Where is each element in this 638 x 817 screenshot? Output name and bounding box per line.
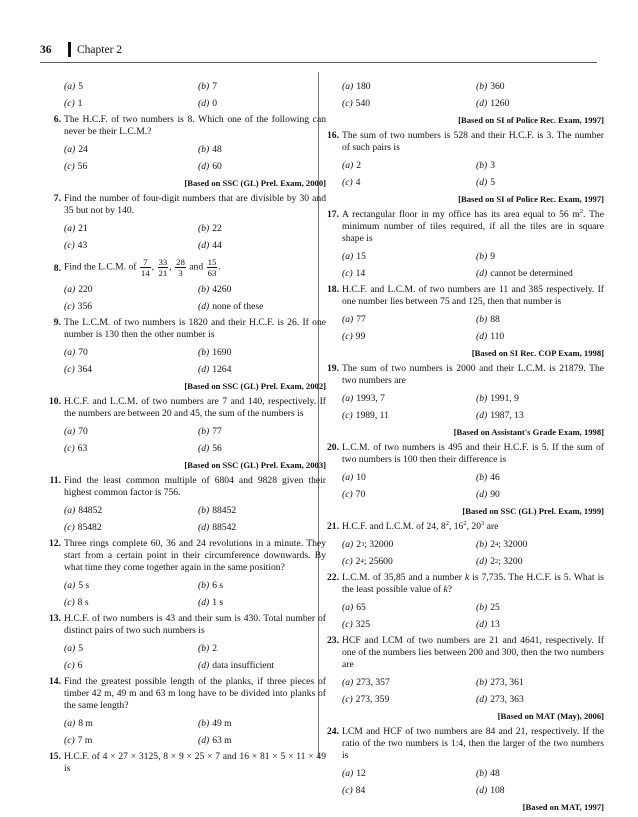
question-17: [327, 207, 604, 245]
options-q17: [342, 248, 604, 282]
option-b: (b) 7: [198, 80, 217, 92]
source-note: [Based on SI Rec. COP Exam, 1998]: [471, 348, 604, 358]
question-number: 14.: [49, 676, 61, 687]
option-a: (a) 84852: [64, 504, 103, 516]
question-text: LCM and HCF of two numbers are 84 and 21, respectively. If the ratio of the two numbers is 1:4, then the larger of the two numbers is: [342, 726, 604, 761]
option-c: (c) 6: [64, 659, 83, 671]
source-note: [Based on SSC (GL) Prel. Exam, 2003]: [184, 460, 326, 470]
question-number: 8.: [53, 263, 61, 274]
option-b: (b) 22: [198, 222, 222, 234]
question-text: The H.C.F. of two numbers is 8. Which one of the following can never be their L.C.M.?: [64, 114, 326, 137]
options-q14: [64, 715, 326, 749]
option-c: (c) 356: [64, 300, 93, 312]
question-22: [327, 572, 604, 596]
question-text: Find the L.C.M. of $\frac{7}{14}$ , $\frac{33}{21}$ , $\frac{28}{3}$ and $\frac{15}{63}$ .: [64, 257, 221, 278]
question-number: 15.: [49, 751, 61, 762]
option-c: (c) 325: [342, 618, 371, 630]
option-d: (d) 2 2 ; 3200: [476, 555, 523, 567]
option-b: (b) 25: [476, 601, 500, 613]
question-number: 16.: [327, 130, 339, 141]
question-number: 10.: [49, 396, 61, 407]
option-a: (a) 8 m: [64, 717, 93, 729]
option-d: (d) 1 s: [198, 596, 224, 608]
options-q10: [64, 423, 326, 457]
question-number: 17.: [327, 209, 339, 220]
question-19: [327, 363, 604, 387]
chapter-title: Chapter 2: [77, 44, 123, 56]
option-b: (b) 1690: [198, 346, 232, 358]
question-15: [49, 751, 326, 775]
option-c: (c) 43: [64, 239, 88, 251]
option-d: (d) 56: [198, 442, 222, 454]
question-number: 20.: [327, 442, 339, 453]
question-text: HCF and LCM of two numbers are 21 and 4641, respectively. If one of the numbers lies between 200 and 300, then the two numbers are: [342, 635, 604, 670]
option-b: (b) 48: [476, 767, 500, 779]
option-a: (a) 70: [64, 425, 88, 437]
question-number: 21.: [327, 521, 339, 532]
question-text: Find the number of four-digit numbers that are divisible by 30 and 35 but not by 140.: [64, 193, 326, 216]
option-b: (b) 2 4 ; 32000: [476, 538, 528, 550]
option-a: (a) 220: [64, 283, 93, 295]
option-c: (c) 540: [342, 97, 371, 109]
option-c: (c) 1: [64, 97, 83, 109]
option-a: (a) 70: [64, 346, 88, 358]
option-a: (a) 2 3 ; 32000: [342, 538, 394, 550]
options-q16: [342, 157, 604, 191]
option-b: (b) 49 m: [198, 717, 232, 729]
question-text: H.C.F. of 4 × 27 × 3125, 8 × 9 × 25 × 7 and 16 × 81 × 5 × 11 × 49 is: [64, 751, 326, 774]
question-text: H.C.F. of two numbers is 43 and their sum is 430. Total number of distinct pairs of two such numbers is: [64, 613, 326, 636]
question-number: 24.: [327, 726, 339, 737]
option-b: (b) 360: [476, 80, 505, 92]
question-number: 11.: [49, 475, 61, 486]
options-q12: [64, 577, 326, 611]
question-20: [327, 442, 604, 466]
option-c: (c) 84: [342, 784, 366, 796]
option-d: (d) 5: [476, 176, 495, 188]
source-note: [Based on SSC (GL) Prel. Exam, 2000]: [184, 178, 326, 188]
option-a: (a) 12: [342, 767, 366, 779]
option-c: (c) 8 s: [64, 596, 89, 608]
option-a: (a) 273, 357: [342, 676, 390, 688]
source-note: [Based on SI of Police Rec. Exam, 1997]: [458, 115, 604, 125]
option-a: (a) 10: [342, 471, 366, 483]
option-d: (d) 273, 363: [476, 693, 524, 705]
right-column: [327, 76, 604, 817]
fraction: $\frac{33}{21}$: [158, 257, 168, 278]
question-text: H.C.F. and L.C.M. of two numbers are 11 and 385 respectively. If one number lies between 75 and 125, then that number is: [342, 284, 604, 307]
option-b: (b) 4260: [198, 283, 232, 295]
options-q24: [342, 765, 604, 799]
options-q11: [64, 502, 326, 536]
options-q19: [342, 390, 604, 424]
options-q8: [64, 281, 326, 315]
source-note: [Based on MAT, 1997]: [522, 802, 604, 812]
question-text: Find the least common multiple of 6804 and 9828 given their highest common factor is 756.: [64, 475, 326, 498]
question-14: [49, 676, 326, 712]
option-d: (d) 88542: [198, 521, 237, 533]
options-q21: [342, 536, 604, 570]
option-a: (a) 5 s: [64, 579, 90, 591]
option-d: (d) data insufficient: [198, 659, 275, 671]
question-16: [327, 130, 604, 154]
options-q20: [342, 469, 604, 503]
option-b: (b) 88452: [198, 504, 237, 516]
options-q22: [342, 599, 604, 633]
option-b: (b) 3: [476, 159, 495, 171]
option-a: (a) 5: [64, 80, 83, 92]
option-b: (b) 1991, 9: [476, 392, 519, 404]
question-number: 12.: [49, 538, 61, 549]
question-text: The sum of two numbers is 528 and their H.C.F. is 3. The number of such pairs is: [342, 130, 604, 153]
option-d: (d) 0: [198, 97, 217, 109]
question-7: [53, 193, 326, 217]
question-text: A rectangular floor in my office has its area equal to 56 $m^2$. The minimum number of tiles required, if all the tiles are in square shape is: [342, 207, 604, 244]
option-d: (d) 1260: [476, 97, 510, 109]
option-a: (a) 5: [64, 642, 83, 654]
question-11: [49, 475, 326, 499]
question-6: [53, 114, 326, 138]
source-note: [Based on MAT (May), 2006]: [497, 711, 604, 721]
option-b: (b) 9: [476, 250, 495, 262]
question-number: 23.: [327, 635, 339, 646]
question-9: [53, 317, 326, 341]
option-d: (d) 63 m: [198, 734, 232, 746]
options-q13: [64, 640, 326, 674]
options-q9: [64, 344, 326, 378]
fraction: $\frac{7}{14}$: [140, 257, 150, 278]
question-text: L.C.M. of two numbers is 495 and their H.C.F. is 5. If the sum of two numbers is 100 then their difference is: [342, 442, 604, 465]
options-q23: [342, 674, 604, 708]
option-c: (c) 273, 359: [342, 693, 390, 705]
question-24: [327, 726, 604, 762]
option-d: (d) 60: [198, 160, 222, 172]
question-13: [49, 613, 326, 637]
option-b: (b) 2: [198, 642, 217, 654]
question-number: 22.: [327, 572, 339, 583]
question-number: 18.: [327, 284, 339, 295]
option-b: (b) 48: [198, 143, 222, 155]
fraction: $\frac{28}{3}$: [176, 257, 185, 278]
option-b: (b) 6 s: [198, 579, 224, 591]
option-a: (a) 65: [342, 601, 366, 613]
question-text: Three rings complete 60, 36 and 24 revolutions in a minute. They start from a certain point in their circumference downwards. By what time they come together again in the same position?: [64, 538, 326, 573]
question-12: [49, 538, 326, 574]
question-text: H.C.F. and L.C.M. of 24, $8^2$, $16^2$, $20^3$ are: [342, 519, 499, 532]
option-c: (c) 99: [342, 330, 366, 342]
option-d: (d) 13: [476, 618, 500, 630]
question-text: The sum of two numbers is 2000 and their L.C.M. is 21879. The two numbers are: [342, 363, 604, 386]
option-d: (d) 108: [476, 784, 505, 796]
option-b: (b) 77: [198, 425, 222, 437]
option-c: (c) 364: [64, 363, 93, 375]
question-18: [327, 284, 604, 308]
question-number: 9.: [53, 317, 61, 328]
option-c: (c) 7 m: [64, 734, 93, 746]
option-a: (a) 15: [342, 250, 366, 262]
page-number: 36: [40, 44, 52, 56]
question-10: [49, 396, 326, 420]
option-c: (c) 63: [64, 442, 88, 454]
option-d: (d) 44: [198, 239, 222, 251]
options-q6: [64, 141, 326, 175]
option-d: (d) cannot be determined: [476, 267, 573, 279]
source-note: [Based on Assistant's Grade Exam, 1998]: [453, 427, 604, 437]
option-c: (c) 14: [342, 267, 366, 279]
option-a: (a) 1993, 7: [342, 392, 385, 404]
question-text: Find the greatest possible length of the planks, if three pieces of timber 42 m, 49 m and 63 m long have to be divided into planks of the same length?: [64, 676, 326, 711]
option-b: (b) 46: [476, 471, 500, 483]
question-number: 6.: [53, 114, 61, 125]
question-23: [327, 635, 604, 671]
option-d: (d) 90: [476, 488, 500, 500]
option-b: (b) 273, 361: [476, 676, 524, 688]
options-q5-cont: [64, 78, 326, 112]
option-d: (d) 1264: [198, 363, 232, 375]
source-note: [Based on SSC (GL) Prel. Exam, 2002]: [184, 381, 326, 391]
options-q18: [342, 311, 604, 345]
option-c: (c) 85482: [64, 521, 102, 533]
option-d: (d) 1987, 13: [476, 409, 524, 421]
fraction: $\frac{15}{63}$: [207, 257, 217, 278]
question-text: H.C.F. and L.C.M. of two numbers are 7 and 140, respectively. If the numbers are between 20 and 45, the sum of the numbers is: [64, 396, 326, 419]
option-a: (a) 77: [342, 313, 366, 325]
header-rule: [40, 62, 597, 63]
option-a: (a) 180: [342, 80, 371, 92]
option-a: (a) 24: [64, 143, 88, 155]
option-c: (c) 4: [342, 176, 361, 188]
question-text: The L.C.M. of two numbers is 1820 and their H.C.F. is 26. If one number is 130 then the other number is: [64, 317, 326, 340]
option-c: (c) 70: [342, 488, 366, 500]
options-q7: [64, 220, 326, 254]
option-d: (d) none of these: [198, 300, 264, 312]
options-q15-cont: [342, 78, 604, 112]
question-text: L.C.M. of 35,85 and a number k is 7,735. The H.C.F. is 5. What is the least possible value of k?: [342, 572, 604, 595]
option-c: (c) 1989, 11: [342, 409, 389, 421]
source-note: [Based on SSC (GL) Prel. Exam, 1999]: [462, 506, 604, 516]
left-column: [49, 76, 326, 778]
source-note: [Based on SI of Police Rec. Exam, 1997]: [458, 194, 604, 204]
header-divider: [68, 42, 71, 57]
option-d: (d) 110: [476, 330, 505, 342]
option-c: (c) 2 4 ; 25600: [342, 555, 393, 567]
question-number: 13.: [49, 613, 61, 624]
question-21: [327, 519, 604, 533]
option-c: (c) 56: [64, 160, 88, 172]
option-a: (a) 21: [64, 222, 88, 234]
question-8: [53, 257, 326, 278]
question-number: 7.: [53, 193, 61, 204]
question-number: 19.: [327, 363, 339, 374]
option-a: (a) 2: [342, 159, 361, 171]
option-b: (b) 88: [476, 313, 500, 325]
